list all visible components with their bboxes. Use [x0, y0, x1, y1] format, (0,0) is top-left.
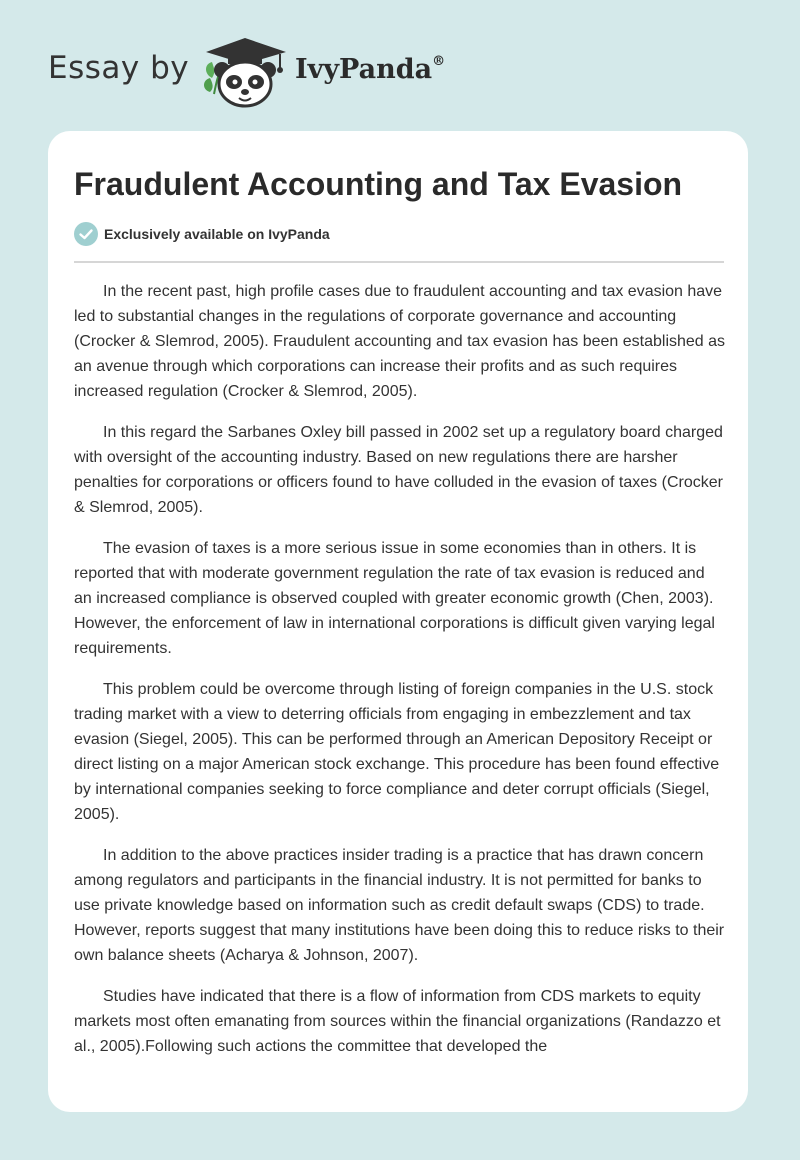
brand-text: IvyPanda [295, 54, 433, 85]
paragraph: In this regard the Sarbanes Oxley bill passed in 2002 set up a regulatory board charged with oversight of the accounting industry. Based on new regulations there are harsher penalties for corporations or officers found to have colluded in the evasion of taxes (Crocker & Slemrod, 2005). [74, 424, 723, 516]
essay-card [48, 131, 748, 1112]
paragraph: In the recent past, high profile cases due to fraudulent accounting and tax evasion have led to substantial changes in the regulations of corporate governance and accounting (Crocker & Slemrod, 2005). Fraudulent accounting and tax evasion has been established as an avenue through which corporations can increase their profits and as such requires increased regulation (Crocker & Slemrod, 2005). [74, 283, 726, 400]
panda-logo-icon[interactable] [200, 34, 290, 110]
essay-by-label: Essay by [48, 50, 190, 86]
exclusive-label: Exclusively available on IvyPanda [104, 226, 330, 242]
registered-mark: ® [432, 54, 446, 69]
check-badge-icon [74, 222, 98, 246]
paragraph: In addition to the above practices insider trading is a practice that has drawn concern among regulators and participants in the financial industry. It is not permitted for banks to use private knowledge based on information such as credit default swaps (CDS) to trade. However, reports suggest that many institutions have been doing this to reduce risks to their own balance sheets (Acharya & Johnson, 2007). [74, 847, 725, 964]
paragraph: The evasion of taxes is a more serious issue in some economies than in others. It is reported that with moderate government regulation the rate of tax evasion is reduced and an increased compliance is observed coupled with greater economic growth (Chen, 2003). However, the enforcement of law in international corporations is difficult given varying legal requirements. [74, 540, 715, 657]
divider [74, 261, 724, 263]
exclusive-badge [74, 222, 330, 246]
page-title: Fraudulent Accounting and Tax Evasion [74, 166, 683, 202]
brand-name[interactable] [295, 54, 445, 85]
site-header [0, 0, 800, 130]
essay-body [74, 279, 726, 1075]
paragraph: Studies have indicated that there is a flow of information from CDS markets to equity markets most often emanating from sources within the financial organizations (Randazzo et al., 2005).Following such actions the committee that developed the [74, 988, 721, 1055]
paragraph: This problem could be overcome through listing of foreign companies in the U.S. stock trading market with a view to deterring officials from engaging in embezzlement and tax evasion (Siegel, 2005). This can be performed through an American Depository Receipt or direct listing on a major American stock exchange. This procedure has been found effective by international companies seeking to force compliance and deter corrupt officials (Siegel, 2005). [74, 681, 720, 823]
